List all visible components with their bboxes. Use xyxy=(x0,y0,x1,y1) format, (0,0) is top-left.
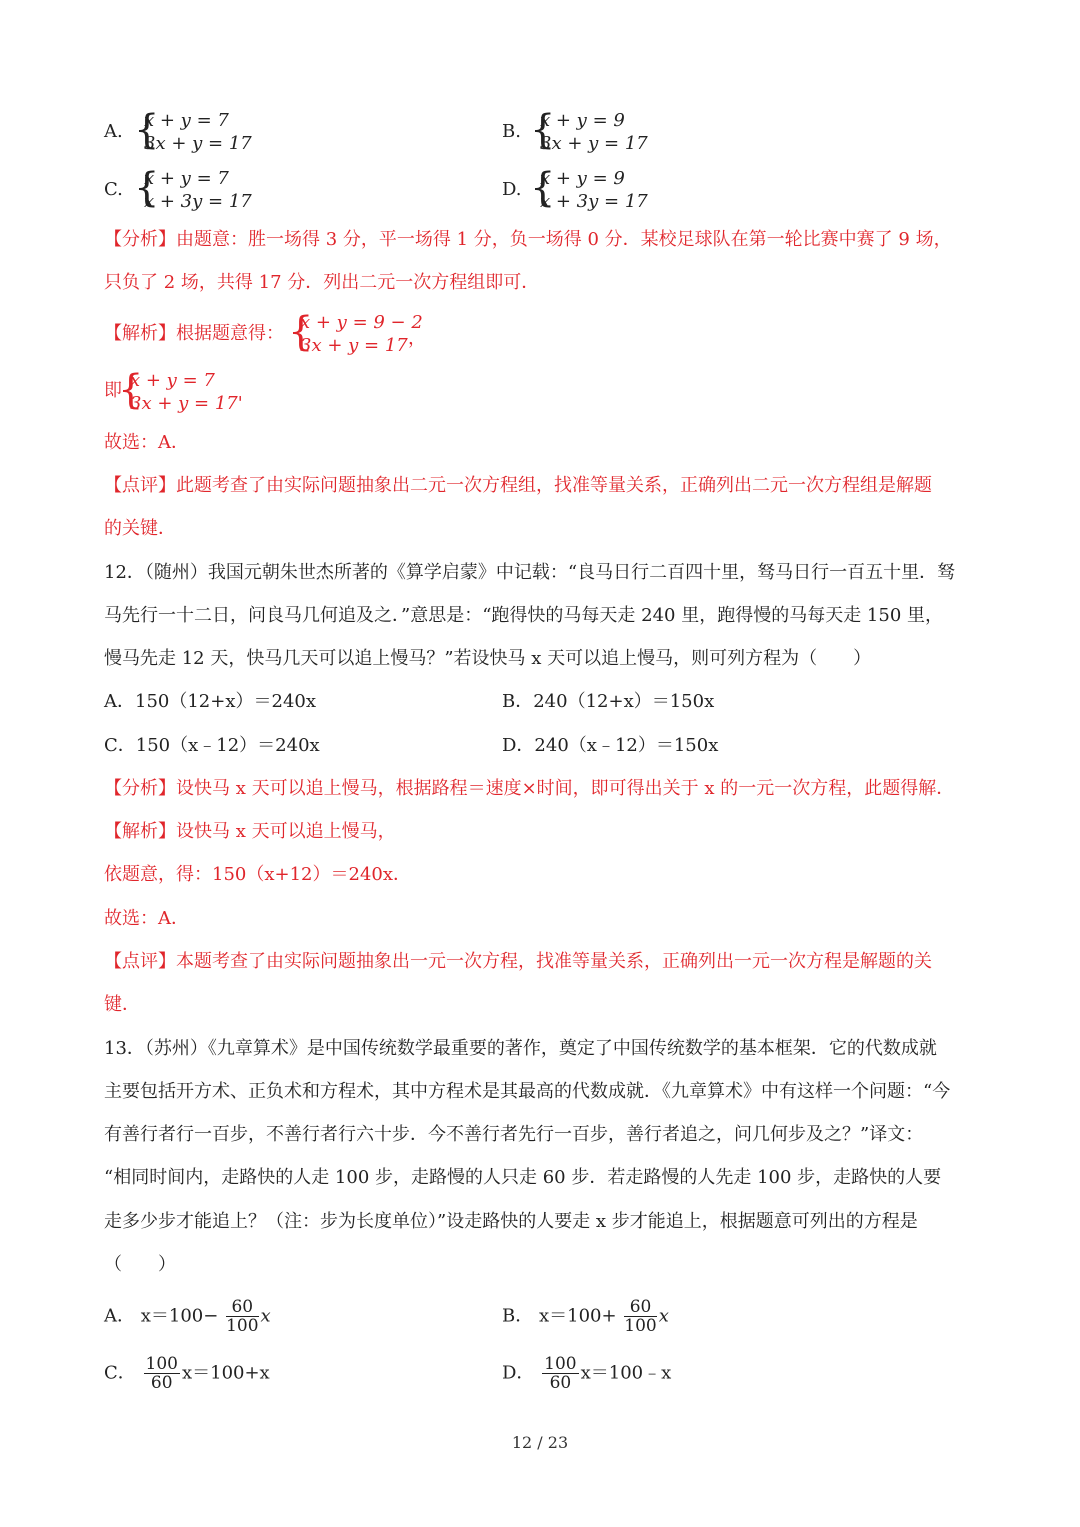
q12-option-c: C．150（x﹣12）＝240x xyxy=(104,735,320,756)
q12-solution-line2: 依题意，得：150（x+12）＝240x． xyxy=(104,864,412,885)
q12-comment-line1: 【点评】本题考查了由实际问题抽象出一元一次方程，找准等量关系，正确列出一元一次方程是解题的关 xyxy=(104,951,932,972)
option-label: D． xyxy=(502,1362,535,1384)
q13-stem-line2: 主要包括开方术、正负术和方程术，其中方程术是其最高的代数成就．《九章算术》中有这样一个问题：“今 xyxy=(104,1081,951,1102)
fraction xyxy=(542,1355,578,1392)
q11-comment-line2: 的关键． xyxy=(104,518,176,539)
q13-stem-line3: 有善行者行一百步，不善行者行六十步．今不善行者先行一百步，善行者追之，问几何步及之？”译文： xyxy=(104,1124,924,1145)
comma: ， xyxy=(408,328,426,349)
brace-icon: { xyxy=(530,165,556,211)
q12-answer: 故选：A． xyxy=(104,908,189,929)
q12-comment-line2: 键． xyxy=(104,994,140,1015)
q12-option-a: A．150（12+x）＝240x xyxy=(104,691,317,712)
equation: x + y = 7 xyxy=(144,110,229,131)
fraction xyxy=(226,1298,258,1335)
q12-stem-line2: 马先行一十二日，问良马几何追及之．”意思是：“跑得快的马每天走 240 里，跑得慢的马每天走 150 里， xyxy=(104,605,943,626)
q12-stem-line3: 慢马先走 12 天，快马几天可以追上慢马？”若设快马 x 天可以追上慢马，则可列方程为（ ） xyxy=(104,648,872,669)
option-label: B. xyxy=(502,121,521,142)
expression: x＝100+x xyxy=(181,1362,270,1384)
q11-comment-line1: 【点评】此题考查了由实际问题抽象出二元一次方程组，找准等量关系，正确列出二元一次方程组是解题 xyxy=(104,475,932,496)
q11-analysis-line1: 【分析】由题意：胜一场得 3 分，平一场得 1 分，负一场得 0 分．某校足球队在第一轮比赛中赛了 9 场， xyxy=(104,229,952,250)
expression: x＝100− xyxy=(140,1305,219,1327)
equation: 3x + y = 17' xyxy=(130,393,243,414)
q13-stem-line5: 走多少步才能追上？（注：步为长度单位）”设走路快的人要走 x 步才能追上，根据题意可列出的方程是 xyxy=(104,1211,918,1232)
brace-icon: { xyxy=(118,367,144,413)
brace-icon: { xyxy=(134,165,160,211)
q13-stem-line1: 13．（苏州）《九章算术》是中国传统数学最重要的著作，奠定了中国传统数学的基本框架．它的代数成就 xyxy=(104,1038,937,1059)
q12-solution: 【解析】设快马 x 天可以追上慢马， xyxy=(104,821,396,842)
equation: x + y = 7 xyxy=(130,370,215,391)
option-label: C． xyxy=(104,1362,136,1384)
q13-option-a xyxy=(104,1298,271,1335)
option-label: A. xyxy=(104,121,123,142)
q13-stem-line6: （ ） xyxy=(104,1254,176,1275)
equation: 3x + y = 17 xyxy=(144,133,252,154)
page-number: 12 / 23 xyxy=(511,1433,569,1452)
equation: x + y = 9 − 2 xyxy=(300,312,423,333)
denominator: 100 xyxy=(624,1316,657,1336)
brace-icon: { xyxy=(288,309,314,355)
brace-icon: { xyxy=(134,107,160,153)
equation: x + 3y = 17 xyxy=(540,191,648,212)
numerator: 60 xyxy=(624,1298,656,1317)
equation: x + y = 9 xyxy=(540,168,625,189)
equation: x + y = 7 xyxy=(144,168,229,189)
option-label: D. xyxy=(502,179,522,200)
denominator: 60 xyxy=(150,1373,173,1393)
option-label: B． xyxy=(502,1305,534,1327)
fraction xyxy=(144,1355,180,1392)
equation: 3x + y = 17 xyxy=(300,335,408,356)
q11-analysis-line2: 只负了 2 场，共得 17 分．列出二元一次方程组即可． xyxy=(104,272,540,293)
numerator: 60 xyxy=(226,1298,258,1317)
option-label: A． xyxy=(104,1305,135,1327)
expression: x xyxy=(260,1305,271,1327)
expression: x＝100﹣x xyxy=(580,1362,672,1384)
q12-option-b: B．240（12+x）＝150x xyxy=(502,691,715,712)
equation: x + y = 9 xyxy=(540,110,625,131)
q12-stem-line1: 12．（随州）我国元朝朱世杰所著的《算学启蒙》中记载：“良马日行二百四十里，驽马日行一百五十里．驽 xyxy=(104,562,956,583)
q11-answer: 故选：A． xyxy=(104,432,189,453)
equation: 3x + y = 17 xyxy=(540,133,648,154)
denominator: 100 xyxy=(226,1316,259,1336)
solution-label: 【解析】根据题意得： xyxy=(104,323,284,344)
q12-analysis: 【分析】设快马 x 天可以追上慢马，根据路程＝速度×时间，即可得出关于 x 的一元一次方程，此题得解． xyxy=(104,778,955,799)
expression: x＝100+ xyxy=(538,1305,617,1327)
ji-label: 即 xyxy=(104,380,122,401)
denominator: 60 xyxy=(549,1373,572,1393)
expression: x xyxy=(658,1305,669,1327)
q13-option-d xyxy=(502,1355,671,1392)
equation: x + 3y = 17 xyxy=(144,191,252,212)
numerator: 100 xyxy=(145,1354,178,1374)
q12-option-d: D．240（x﹣12）＝150x xyxy=(502,735,719,756)
fraction xyxy=(624,1298,656,1335)
q13-option-c xyxy=(104,1355,270,1392)
brace-icon: { xyxy=(530,107,556,153)
q13-option-b xyxy=(502,1298,669,1335)
numerator: 100 xyxy=(544,1354,577,1374)
option-label: C. xyxy=(104,179,123,200)
q13-stem-line4: “相同时间内，走路快的人走 100 步，走路慢的人只走 60 步．若走路慢的人先走 100 步，走路快的人要 xyxy=(104,1167,942,1188)
